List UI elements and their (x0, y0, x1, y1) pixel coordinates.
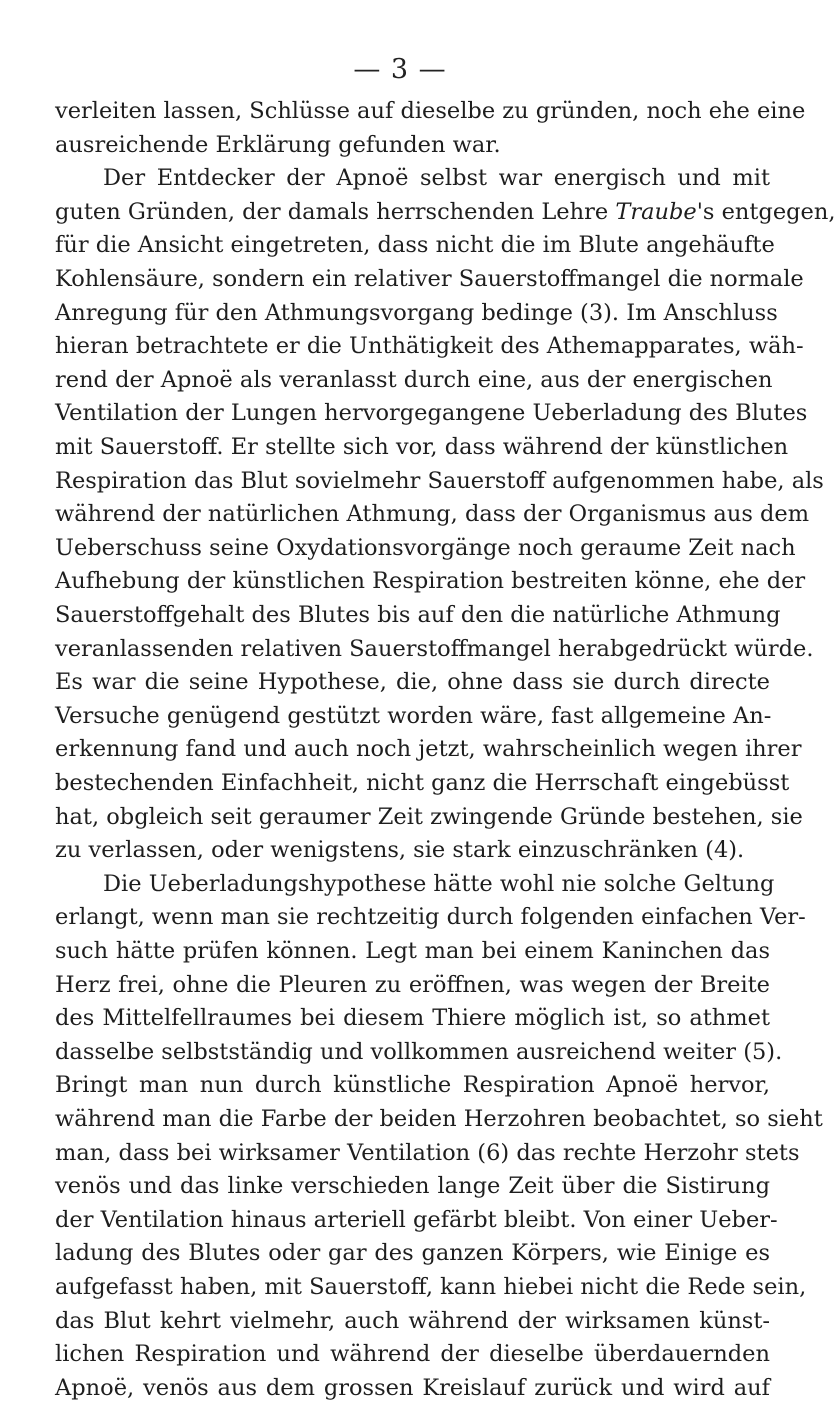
text-line: ausreichende Erklärung gefunden war. (55, 131, 501, 158)
text-line: Der Entdecker der Apnoë selbst war energisch und mit (103, 165, 770, 192)
text-line: man, dass bei wirksamer Ventilation (6) das rechte Herzohr stets (55, 1139, 800, 1166)
text-line: des Mittelfellraumes bei diesem Thiere möglich ist, so athmet (55, 1005, 770, 1032)
text-line: Aufhebung der künstlichen Respiration bestreiten könne, ehe der (55, 568, 806, 595)
text-line: mit Sauerstoff. Er stellte sich vor, dass während der künstlichen (55, 434, 789, 460)
text-line: guten Gründen, der damals herrschenden Lehre Traube's entgegen, (55, 198, 836, 225)
text-line: für die Ansicht eingetreten, dass nicht die im Blute angehäufte (55, 232, 775, 259)
text-line: Die Ueberladungshypothese hätte wohl nie solche Geltung (103, 870, 775, 897)
text-line: such hätte prüfen können. Legt man bei einem Kaninchen das (55, 938, 770, 964)
text-line: hieran betrachtete er die Unthätigkeit des Athemapparates, wäh- (55, 333, 804, 360)
text-line: Sauerstoffgehalt des Blutes bis auf den die natürliche Athmung (55, 602, 781, 628)
text-line: lichen Respiration und während der dieselbe überdauernden (55, 1341, 770, 1368)
text-line: Anregung für den Athmungsvorgang bedinge (3). Im Anschluss (55, 299, 778, 326)
text-line: während der natürlichen Athmung, dass der Organismus aus dem (55, 501, 810, 528)
text-line: während man die Farbe der beiden Herzohren beobachtet, so sieht (55, 1106, 823, 1132)
text-line: erlangt, wenn man sie rechtzeitig durch folgenden einfachen Ver- (55, 904, 806, 931)
text-line: erkennung fand und auch noch jetzt, wahrscheinlich wegen ihrer (55, 736, 802, 763)
text-line: dasselbe selbstständig und vollkommen ausreichend weiter (5). (55, 1038, 783, 1065)
text-line: Ueberschuss seine Oxydationsvorgänge noch geraume Zeit nach (55, 534, 796, 561)
text-line: Versuche genügend gestützt worden wäre, fast allgemeine An- (55, 702, 772, 729)
text-line: ladung des Blutes oder gar des ganzen Körpers, wie Einige es (55, 1240, 770, 1267)
text-line: Kohlensäure, sondern ein relativer Sauerstoffmangel die normale (55, 266, 804, 292)
text-line: Respiration das Blut sovielmehr Sauerstoff aufgenommen habe, als (55, 467, 824, 494)
text-line: Ventilation der Lungen hervorgegangene Ueberladung des Blutes (55, 400, 808, 427)
text-line: das Blut kehrt vielmehr, auch während der wirksamen künst- (55, 1307, 770, 1334)
text-line: Apnoë, venös aus dem grossen Kreislauf zurück und wird auf (55, 1374, 770, 1401)
page-number: — 3 — (353, 54, 447, 85)
text-line: veranlassenden relativen Sauerstoffmangel herabgedrückt würde. (55, 635, 814, 662)
text-line: venös und das linke verschieden lange Zeit über die Sistirung (55, 1173, 770, 1200)
text-line: Es war die seine Hypothese, die, ohne dass sie durch directe (55, 669, 770, 696)
text-line: verleiten lassen, Schlüsse auf dieselbe zu gründen, noch ehe eine (55, 98, 806, 124)
text-line: hat, obgleich seit geraumer Zeit zwingende Gründe bestehen, sie (55, 803, 803, 830)
text-line: zu verlassen, oder wenigstens, sie stark einzuschränken (4). (55, 837, 745, 864)
text-line: bestechenden Einfachheit, nicht ganz die Herrschaft eingebüsst (55, 770, 790, 796)
text-line: Bringt man nun durch künstliche Respiration Apnoë hervor, (55, 1072, 770, 1099)
text-line: aufgefasst haben, mit Sauerstoff, kann hiebei nicht die Rede sein, (55, 1274, 807, 1300)
text-line: rend der Apnoë als veranlasst durch eine, aus der energischen (55, 366, 773, 393)
text-line: Herz frei, ohne die Pleuren zu eröffnen, was wegen der Breite (55, 971, 770, 998)
text-line: der Ventilation hinaus arteriell gefärbt bleibt. Von einer Ueber- (55, 1206, 778, 1233)
